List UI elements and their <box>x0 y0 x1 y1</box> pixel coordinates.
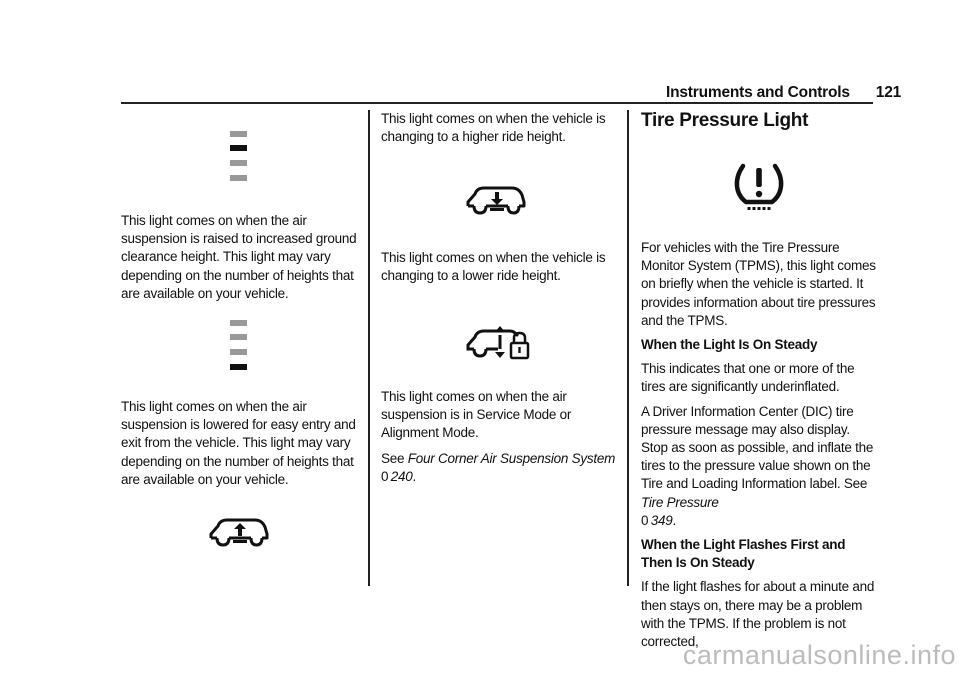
service-mode-icon <box>464 323 532 363</box>
lowered-height-description: This light comes on when the air suspension is lowered for easy entry and exit from the vehicle. This light may vary depending on the number of heights that are available on your vehicle. <box>121 399 356 487</box>
service-mode-description: This light comes on when the air suspension is in Service Mode or Alignment Mode. <box>381 389 572 441</box>
column-3-text <box>641 239 877 651</box>
see-reference: See Four Corner Air Suspension System 0 240. <box>381 450 616 484</box>
section-heading: Tire Pressure Light <box>641 110 809 131</box>
tpms-intro: For vehicles with the Tire Pressure Monitor System (TPMS), this light comes on briefly when the vehicle is started. It provides information about tire pressures and the TPMS. <box>641 240 876 328</box>
tire-pressure-link[interactable]: Tire Pressure <box>641 494 719 510</box>
flashing-description: If the light flashes for about a minute and then stays on, there may be a problem with the TPMS. If the problem is not corrected, <box>641 579 875 650</box>
dic-message-description: A Driver Information Center (DIC) tire pressure message may also display. Stop as soon as possible, and inflate the tires to the pressure value shown on the Tire and Loading Information label. See Tire Pressure 0 349. <box>641 403 874 528</box>
subheading-steady: When the Light Is On Steady <box>641 337 818 353</box>
raised-height-description: This light comes on when the air suspension is raised to increased ground clearance height. This light may vary depending on the number of heights that are available on your vehicle. <box>121 213 357 301</box>
column-2-text-1 <box>381 110 621 146</box>
steady-description: This indicates that one or more of the tires are significantly underinflated. <box>641 361 855 395</box>
column-divider-1 <box>368 110 370 586</box>
cross-reference-link[interactable]: Four Corner Air Suspension System <box>407 450 616 466</box>
higher-ride-description: This light comes on when the vehicle is changing to a higher ride height. <box>381 111 606 145</box>
page-arrow-icon: 0 <box>641 512 649 528</box>
tire-pressure-icon <box>733 160 785 212</box>
column-divider-2 <box>627 110 629 586</box>
column-2-text-3 <box>381 388 621 486</box>
page-number: 121 <box>875 84 902 101</box>
watermark: carmanualsonline.info <box>682 640 956 670</box>
column-1-text-bottom <box>121 398 361 489</box>
vehicle-raise-icon <box>207 514 271 550</box>
page-header <box>666 84 901 102</box>
section-title: Instruments and Controls <box>666 84 850 101</box>
subheading-flashes: When the Light Flashes First and Then Is On Steady <box>641 537 846 571</box>
header-rule <box>121 102 873 104</box>
vehicle-lower-icon <box>464 182 528 218</box>
page-reference[interactable]: 349 <box>650 512 673 528</box>
column-2-text-2 <box>381 249 621 285</box>
page-arrow-icon: 0 <box>381 468 389 484</box>
column-1-text-top <box>121 212 361 303</box>
page-reference[interactable]: 240 <box>390 468 413 484</box>
lower-ride-description: This light comes on when the vehicle is changing to a lower ride height. <box>381 250 606 284</box>
